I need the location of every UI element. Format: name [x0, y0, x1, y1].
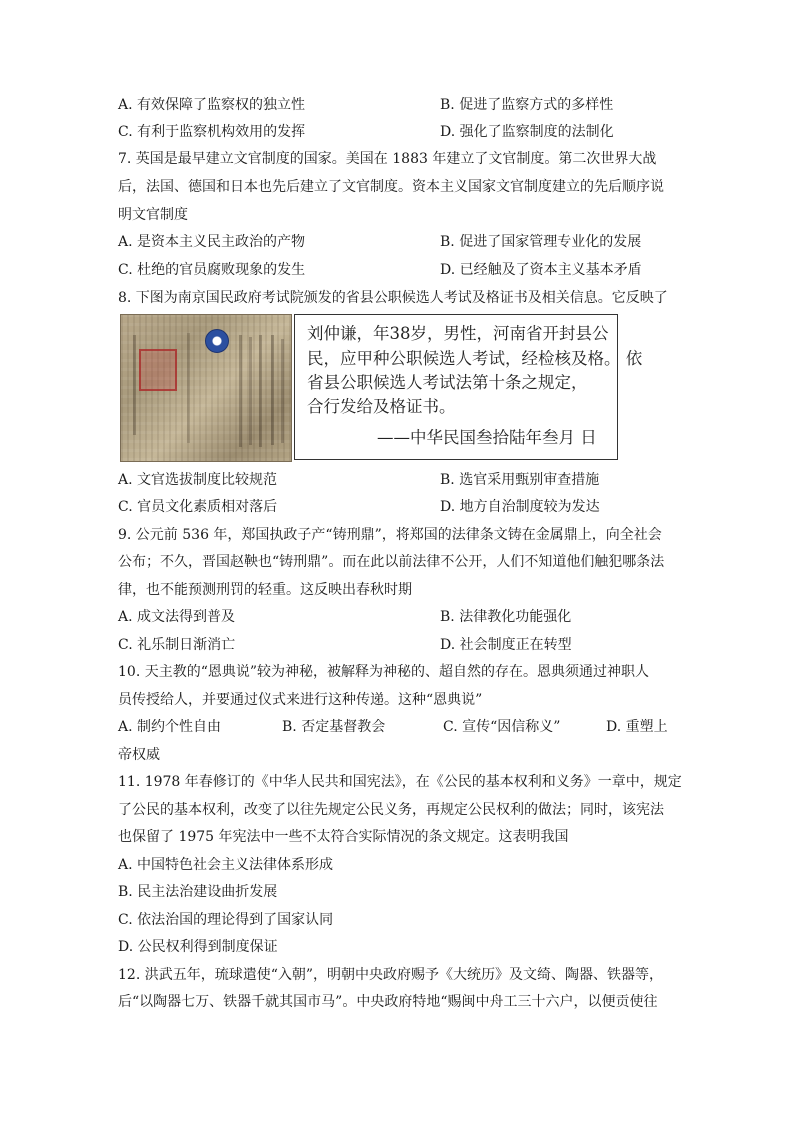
q6-option-a: A. 有效保障了监察权的独立性 [118, 97, 306, 113]
q11-stem-line-1: 11. 1978 年春修订的《中华人民共和国宪法》，在《公民的基本权利和义务》一章中，规定 [118, 774, 682, 790]
red-seal-stamp-icon [139, 349, 177, 391]
q6-option-b: B. 促进了监察方式的多样性 [440, 97, 614, 113]
q9-option-d: D. 社会制度正在转型 [440, 637, 572, 653]
q7-option-c: C. 杜绝的官员腐败现象的发生 [118, 262, 306, 278]
q12-stem-line-2: 后“以陶器七万、铁器千就其国市马”。中央政府特地“赐闽中舟工三十六户，以便贡使往 [118, 994, 658, 1010]
q10-option-d: D. 重塑上 [606, 719, 668, 735]
q6-option-c: C. 有利于监察机构效用的发挥 [118, 124, 306, 140]
q10-option-a: A. 制约个性自由 [118, 719, 222, 735]
q8-option-c: C. 官员文化素质相对落后 [118, 499, 278, 515]
certificate-info-box [294, 314, 643, 460]
q7-option-b: B. 促进了国家管理专业化的发展 [440, 234, 642, 250]
q9-stem-line-2: 公布；不久，晋国赵鞅也“铸刑鼎”。而在此以前法律不公开，人们不知道他们触犯哪条法 [118, 554, 665, 570]
q10-stem-line-1: 10. 天主教的“恩典说”较为神秘，被解释为神秘的、超自然的存在。恩典须通过神职人 [118, 664, 650, 680]
q7-stem-line-2: 后，法国、德国和日本也先后建立了文官制度。资本主义国家文官制度建立的先后顺序说 [118, 179, 664, 195]
emblem-icon [205, 329, 229, 353]
q8-option-d: D. 地方自治制度较为发达 [440, 499, 600, 515]
certificate-text-line-4: 合行发给及格证书。 [307, 397, 456, 416]
q8-option-b: B. 选官采用甄别审查措施 [440, 472, 600, 488]
certificate-date: ——中华民国叁拾陆年叁月 日 [377, 428, 597, 447]
q7-option-a: A. 是资本主义民主政治的产物 [118, 234, 306, 250]
q11-option-c: C. 依法治国的理论得到了国家认同 [118, 912, 334, 928]
q9-stem-line-3: 律，也不能预测刑罚的轻重。这反映出春秋时期 [118, 582, 412, 598]
q9-option-c: C. 礼乐制日渐消亡 [118, 637, 236, 653]
q9-option-b: B. 法律教化功能强化 [440, 609, 572, 625]
q7-stem-line-3: 明文官制度 [118, 207, 188, 223]
q12-stem-line-1: 12. 洪武五年，琉球遣使“入朝”，明朝中央政府赐予《大统历》及文绮、陶器、铁器等， [118, 967, 664, 983]
q10-option-c: C. 宣传“因信称义” [443, 719, 561, 735]
q7-stem-line-1: 7. 英国是最早建立文官制度的国家。美国在 1883 年建立了文官制度。第二次世界大战 [118, 151, 657, 167]
q7-option-d: D. 已经触及了资本主义基本矛盾 [440, 262, 642, 278]
certificate-text-line-3: 省县公职候选人考试法第十条之规定， [307, 373, 588, 392]
certificate-photo [120, 314, 292, 462]
q8-option-a: A. 文官选拔制度比较规范 [118, 472, 278, 488]
q6-option-d: D. 强化了监察制度的法制化 [440, 124, 614, 140]
certificate-text-line-1: 刘仲谦，年38岁，男性，河南省开封县公 [307, 324, 609, 343]
q9-option-a: A. 成文法得到普及 [118, 609, 236, 625]
q9-stem-line-1: 9. 公元前 536 年，郑国执政子产“铸刑鼎”，将郑国的法律条文铸在金属鼎上，向全社会 [118, 527, 662, 543]
certificate-text-line-2: 民，应甲种公职候选人考试，经检核及格。 依 [307, 349, 643, 368]
q10-option-d-continued: 帝权威 [118, 747, 160, 763]
q8-stem-line-1: 8. 下图为南京国民政府考试院颁发的省县公职候选人考试及格证书及相关信息。它反映了 [118, 290, 668, 306]
q11-option-a: A. 中国特色社会主义法律体系形成 [118, 857, 334, 873]
q11-option-b: B. 民主法治建设曲折发展 [118, 884, 278, 900]
q8-certificate-figure [120, 314, 643, 462]
q10-stem-line-2: 员传授给人，并要通过仪式来进行这种传递。这种“恩典说” [118, 692, 483, 708]
q11-stem-line-2: 了公民的基本权利，改变了以往先规定公民义务，再规定公民权利的做法；同时，该宪法 [118, 802, 664, 818]
q11-stem-line-3: 也保留了 1975 年宪法中一些不太符合实际情况的条文规定。这表明我国 [118, 829, 569, 845]
q11-option-d: D. 公民权利得到制度保证 [118, 939, 278, 955]
q10-option-b: B. 否定基督教会 [282, 719, 386, 735]
